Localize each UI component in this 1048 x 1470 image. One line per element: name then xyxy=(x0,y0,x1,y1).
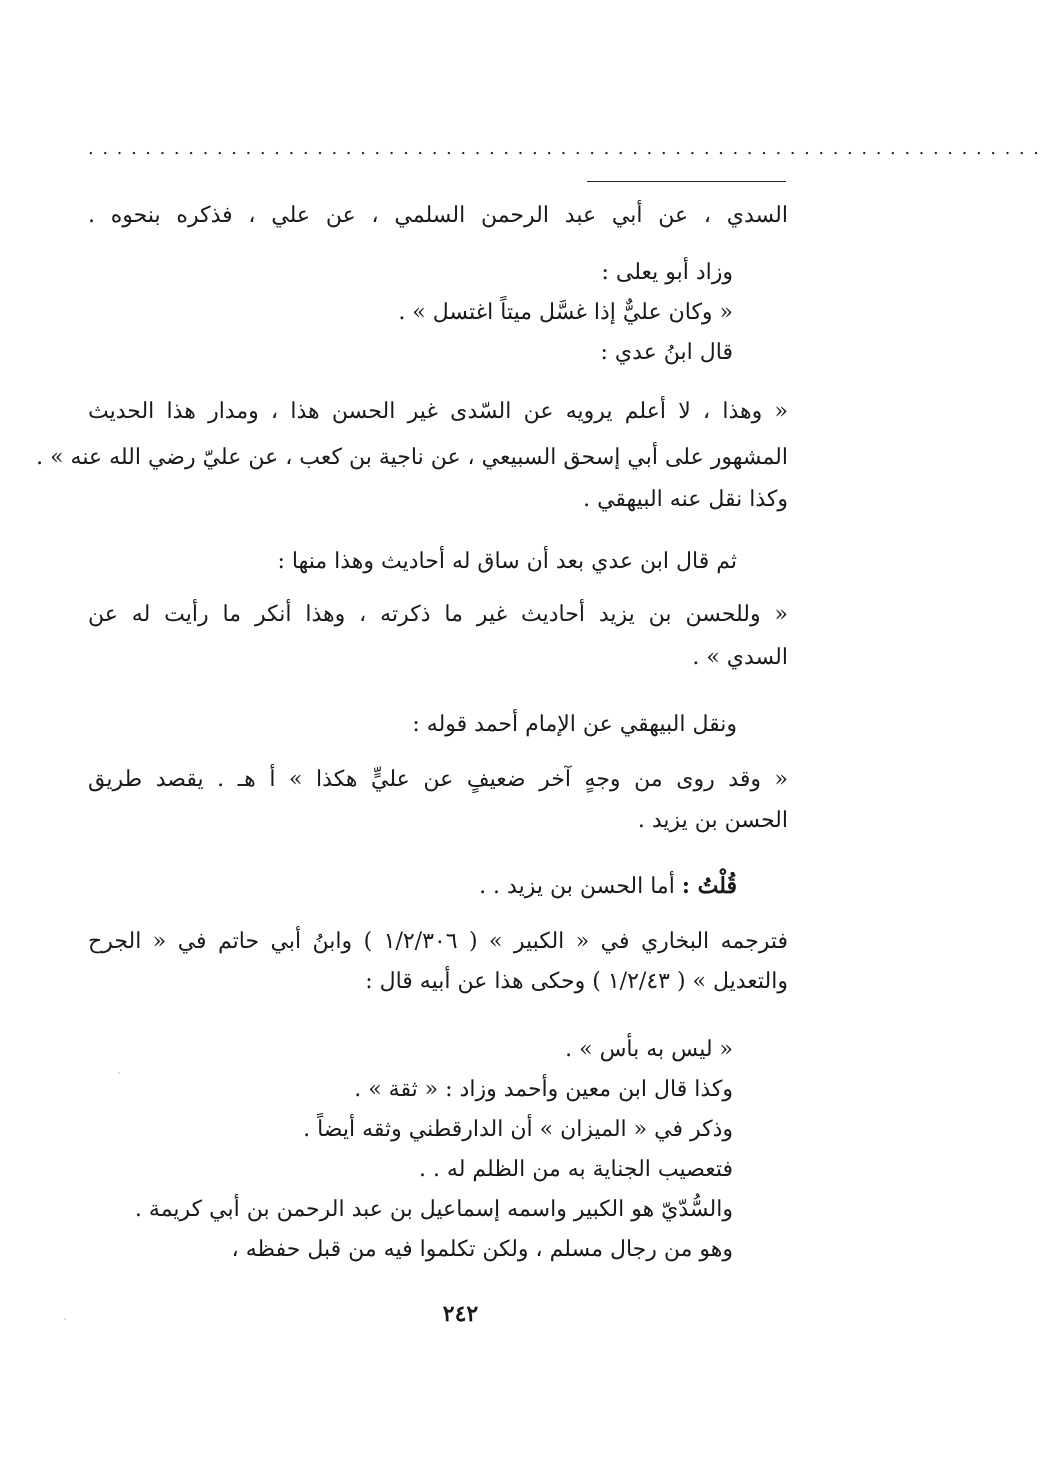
text-line-20: فتعصيب الجناية به من الظلم له . . xyxy=(418,1157,733,1182)
dotted-separator: ................................................................... xyxy=(88,138,1048,159)
text-line-4: قال ابنُ عدي : xyxy=(600,340,733,365)
text-line-2: وزاد أبو يعلى : xyxy=(601,260,733,285)
text-line-22: وهو من رجال مسلم ، ولكن تكلموا فيه من قبل حفظه ، xyxy=(231,1237,733,1262)
page-number: ٢٤٢ xyxy=(442,1301,479,1327)
text-line-1: السدي ، عن أبي عبد الرحمن السلمي ، عن علي ، فذكره بنحوه . xyxy=(88,203,788,228)
text-line-19: وذكر في « الميزان » أن الدارقطني وثقه أيضاً . xyxy=(303,1117,733,1142)
text-line-6: المشهور على أبي إسحق السبيعي ، عن ناجية بن كعب ، عن عليّ رضي الله عنه » . xyxy=(36,445,788,470)
text-line-12: « وقد روى من وجهٍ آخر ضعيفٍ عن عليٍّ هكذا » أ هـ . يقصد طريق xyxy=(88,767,788,792)
scan-speck xyxy=(64,1318,66,1320)
text-line-15: فترجمه البخاري في « الكبير » ( ١/٢/٣٠٦ ) وابنُ أبي حاتم في « الجرح xyxy=(88,929,788,954)
text-line-8: ثم قال ابن عدي بعد أن ساق له أحاديث وهذا منها : xyxy=(277,549,737,574)
text-line-7: وكذا نقل عنه البيهقي . xyxy=(583,487,788,512)
qultu-heading: قُلْتُ : xyxy=(681,873,737,899)
text-line-3: « وكان عليٌّ إذا غسَّل ميتاً اغتسل » . xyxy=(398,300,733,325)
text-line-5: « وهذا ، لا أعلم يرويه عن السّدى غير الحسن هذا ، ومدار هذا الحديث xyxy=(88,399,788,424)
text-line-17: « ليس به بأس » . xyxy=(565,1037,733,1062)
text-line-21: والسُّدّيّ هو الكبير واسمه إسماعيل بن عبد الرحمن بن أبي كريمة . xyxy=(134,1197,733,1222)
text-line-13: الحسن بن يزيد . xyxy=(637,808,788,833)
text-line-11: ونقل البيهقي عن الإمام أحمد قوله : xyxy=(412,712,737,737)
text-line-9: « وللحسن بن يزيد أحاديث غير ما ذكرته ، وهذا أنكر ما رأيت له عن xyxy=(88,602,788,627)
footnote-rule xyxy=(587,181,786,182)
text-line-10: السدي » . xyxy=(692,645,788,670)
text-line-14 xyxy=(37,871,737,903)
text-line-18: وكذا قال ابن معين وأحمد وزاد : « ثقة » . xyxy=(354,1077,733,1102)
text-line-16: والتعديل » ( ١/٢/٤٣ ) وحكى هذا عن أبيه قال : xyxy=(365,969,788,994)
qultu-text: أما الحسن بن يزيد . . xyxy=(479,874,682,899)
scan-speck xyxy=(118,1072,120,1074)
